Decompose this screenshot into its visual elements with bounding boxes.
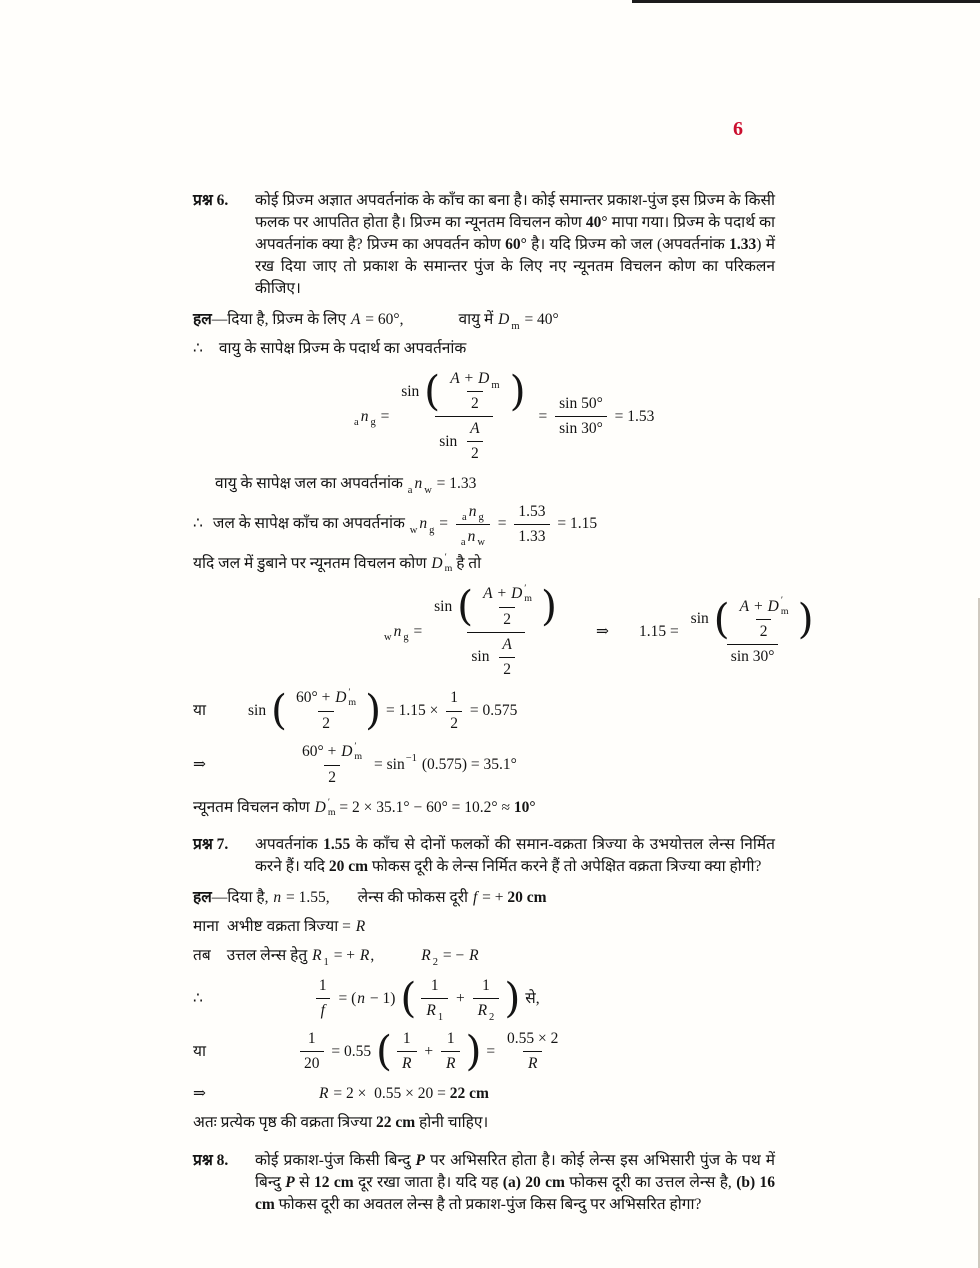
question-6 [193,190,775,300]
equation-refractive-index-air: a n g = sin ( A + D m 2 ) sin A 2 = $\frac{\sin 50^\circ}{\sin 30^\circ}$ = 1.53 [353,369,775,465]
solution-7-then-line: तब उत्तल लेन्स हेतु R 1 = + R , R 2 = − R [193,946,479,968]
solution-7-assume-line: माना अभीष्ट वक्रता त्रिज्या = R [193,917,366,935]
solution-6-given-line: हल —दिया है, प्रिज्म के लिए A = 60°, वायु में D m = 40° [193,310,559,332]
question-6-label: प्रश्न 6. [193,192,229,209]
solution-6-step-line: ∴ वायु के सापेक्ष प्रिज्म के पदार्थ का अपवर्तनांक [193,339,467,357]
question-6-text: कोई प्रिज्म अज्ञात अपवर्तनांक के काँच का बना है। कोई समान्तर प्रकाश-पुंज इस प्रिज्म के किसी फलक पर आपतित होता है। प्रिज्म का न्यूनतम विचलन कोण 40° मापा गया। प्रिज्म के पदार्थ का अपवर्तनांक क्या है? प्रिज्म का अपवर्तन कोण 60° है। यदि प्रिज्म को जल (अपवर्तनांक 1.33) में रख दिया जाए तो प्रकाश के समान्तर पुंज के लिए नए न्यूनतम विचलन कोण का परिकलन कीजिए। [255,192,776,297]
solution-6-water-index-line: वायु के सापेक्ष जल का अपवर्तनांक a n w = 1.33 [215,475,477,496]
equation-arcsin: ⇒ 60° + D ′ m 2 = sin −1 (0.575) = 35.1° [193,742,775,788]
question-7 [193,834,775,878]
solution-6-immersed-line: यदि जल में डुबाने पर न्यूनतम विचलन कोण D ′ m है तो [193,552,482,574]
page-content [193,176,814,1224]
solution-6-result-line: न्यूनतम विचलन कोण D ′ m = 2 × 35.1° − 60° = 10.2° ≈ 10° [193,796,536,818]
solution-7-given-line: हल —दिया है, n = 1.55, लेन्स की फोकस दूरी f = + 20 cm [193,888,547,906]
equation-lens-substitution: या $\frac{1}{20}$ = 0.55 ( 1 R + $\frac{1}{R}$ ) = $\frac{0.55 \times 2}{R}$ [193,1027,559,1076]
question-7-label: प्रश्न 7. [193,835,229,853]
page-number: 6 [733,118,743,140]
solution-7-result-line: ⇒ R = 2 × 0.55 × 20 = 22 cm [193,1085,489,1103]
scan-edge-artifact-top [632,0,980,3]
question-8-label: प्रश्न 8. [193,1151,229,1169]
equation-lens-maker-formula: ∴ $\frac{1}{f}$ = ( n − 1) ( 1 R 1 + 1 R 2 ) से, [193,973,540,1023]
equation-refractive-index-water: w n g = sin ( A + D ′ m 2 ) sin A 2 ⇒ 1.15 = sin ( A + D ′ m 2 ) sin 30° [383,584,775,680]
solution-6-glass-wrt-water-line: ∴ जल के सापेक्ष काँच का अपवर्तनांक w n g = a n g a n w = $\frac{1.53}{1.33}$ = 1.15 [193,502,598,549]
question-7-text: अपवर्तनांक 1.55 के काँच से दोनों फलकों की समान-वक्रता त्रिज्या के उभयोत्तल लेन्स निर्मित करने हैं। यदि 20 cm फोकस दूरी के लेन्स निर्मित करने हैं तो अपेक्षित वक्रता त्रिज्या क्या होगी? [255,835,776,875]
question-8-text: कोई प्रकाश-पुंज किसी बिन्दु P पर अभिसरित होता है। कोई लेन्स इस अभिसारी पुंज के पथ में बिन्दु P से 12 cm दूर रखा जाता है। यदि यह (a) 20 cm फोकस दूरी का उत्तल लेन्स है, (b) 16 cm फोकस दूरी का अवतल लेन्स है तो प्रकाश-पुंज किस बिन्दु पर अभिसरित होगा? [255,1151,776,1213]
solution-7-conclusion-line: अतः प्रत्येक पृष्ठ की वक्रता त्रिज्या 22 cm होनी चाहिए। [193,1114,489,1132]
question-8 [193,1150,775,1216]
equation-sine-value: या sin ( 60° + D ′ m 2 ) = 1.15 × $\frac{1}{2}$ = 0.575 [193,686,518,735]
